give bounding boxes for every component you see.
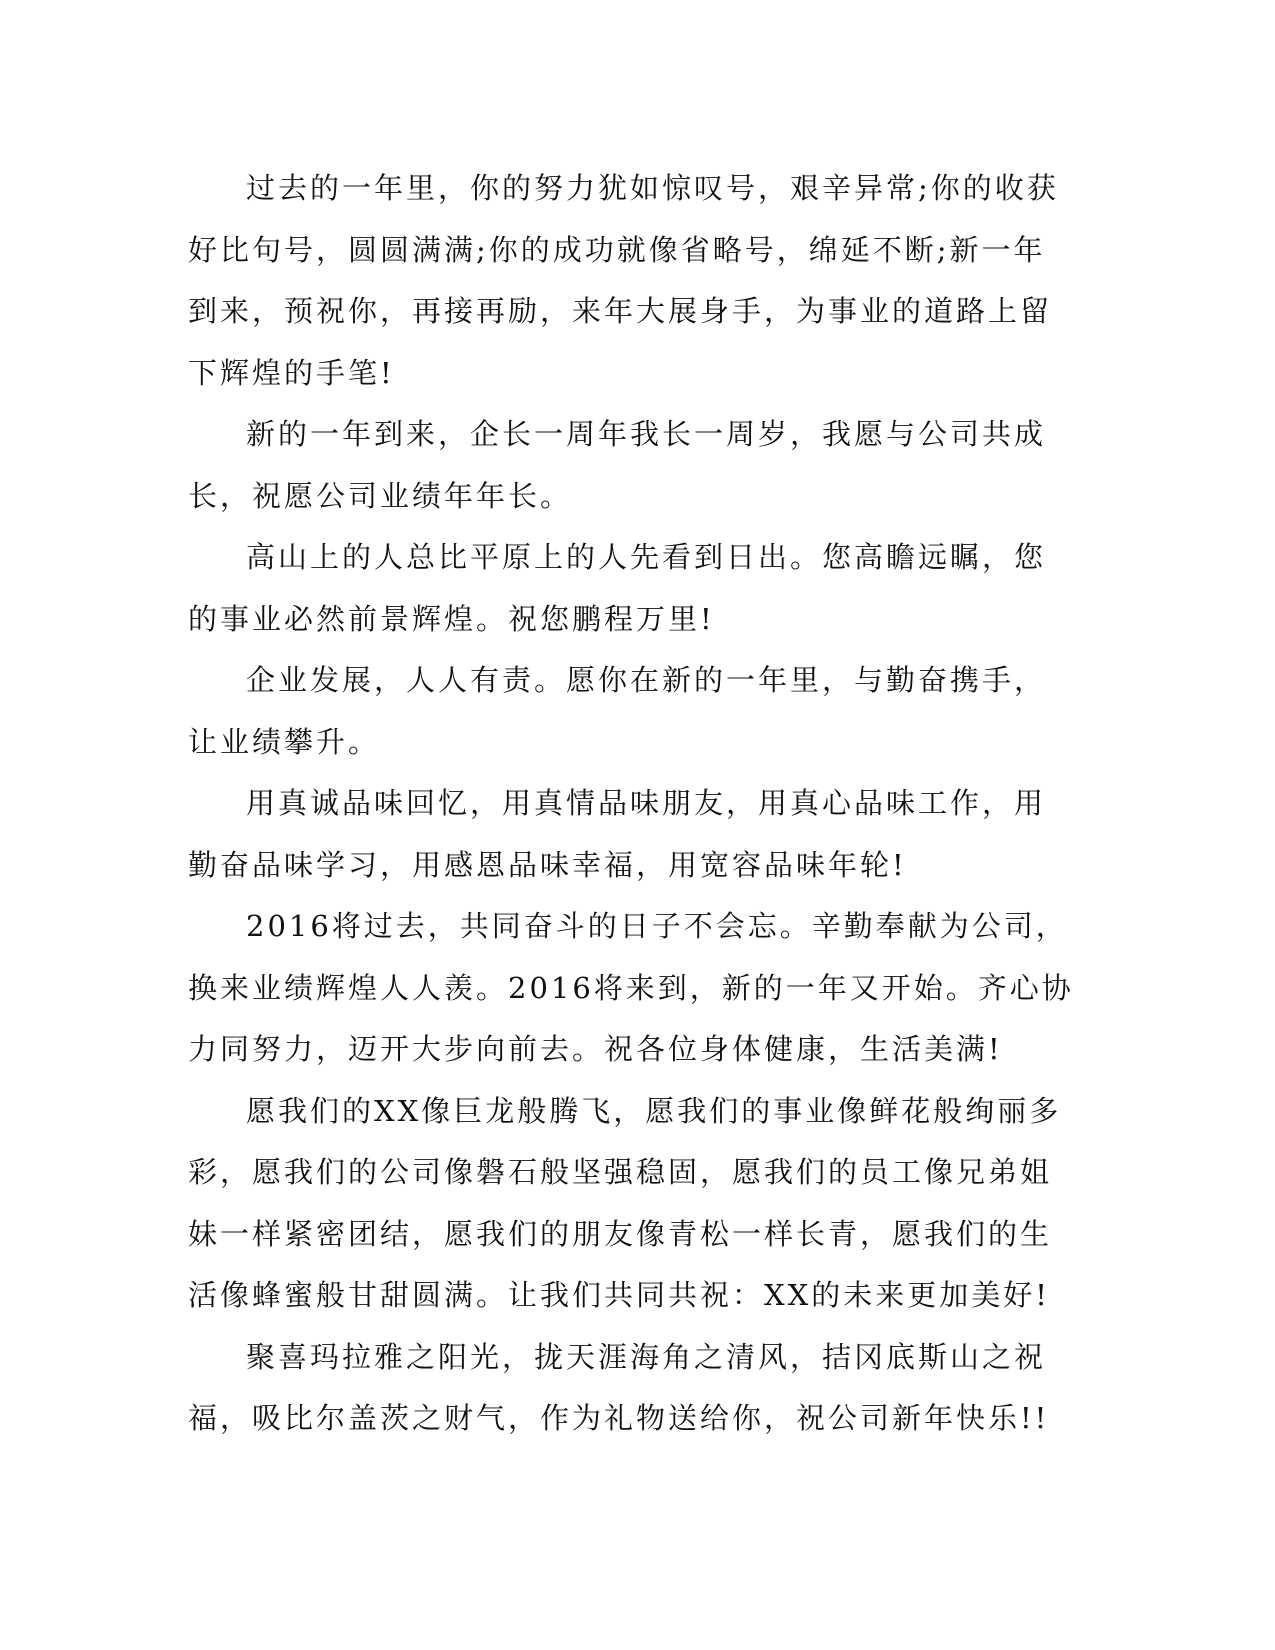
document-body [188, 158, 1074, 1450]
paragraph-4: 企业发展，人人有责。愿你在新的一年里，与勤奋携手，让业绩攀升。 [188, 663, 1047, 759]
paragraph-6: 2016将过去，共同奋斗的日子不会忘。辛勤奉献为公司，换来业绩辉煌人人羡。2016将来到，新的一年又开始。齐心协力同努力，迈开大步向前去。祝各位身体健康，生活美满! [188, 909, 1074, 1066]
paragraph-5: 用真诚品味回忆，用真情品味朋友，用真心品味工作，用勤奋品味学习，用感恩品味幸福，用宽容品味年轮! [188, 786, 1047, 882]
paragraph-3: 高山上的人总比平原上的人先看到日出。您高瞻远瞩，您的事业必然前景辉煌。祝您鹏程万里! [188, 540, 1047, 636]
paragraph-7: 愿我们的XX像巨龙般腾飞，愿我们的事业像鲜花般绚丽多彩，愿我们的公司像磐石般坚强稳固，愿我们的员工像兄弟姐妹一样紧密团结，愿我们的朋友像青松一样长青，愿我们的生活像蜂蜜般甘甜圆满。让我们共同共祝：XX的未来更加美好! [188, 1093, 1062, 1312]
paragraph-8: 聚喜玛拉雅之阳光，拢天涯海角之清风，拮冈底斯山之祝福，吸比尔盖茨之财气，作为礼物送给你，祝公司新年快乐!! [188, 1339, 1050, 1435]
paragraph-2: 新的一年到来，企长一周年我长一周岁，我愿与公司共成长，祝愿公司业绩年年长。 [188, 417, 1047, 513]
paragraph-1: 过去的一年里，你的努力犹如惊叹号，艰辛异常;你的收获好比句号，圆圆满满;你的成功就像省略号，绵延不断;新一年到来，预祝你，再接再励，来年大展身手，为事业的道路上留下辉煌的手笔! [188, 171, 1059, 390]
